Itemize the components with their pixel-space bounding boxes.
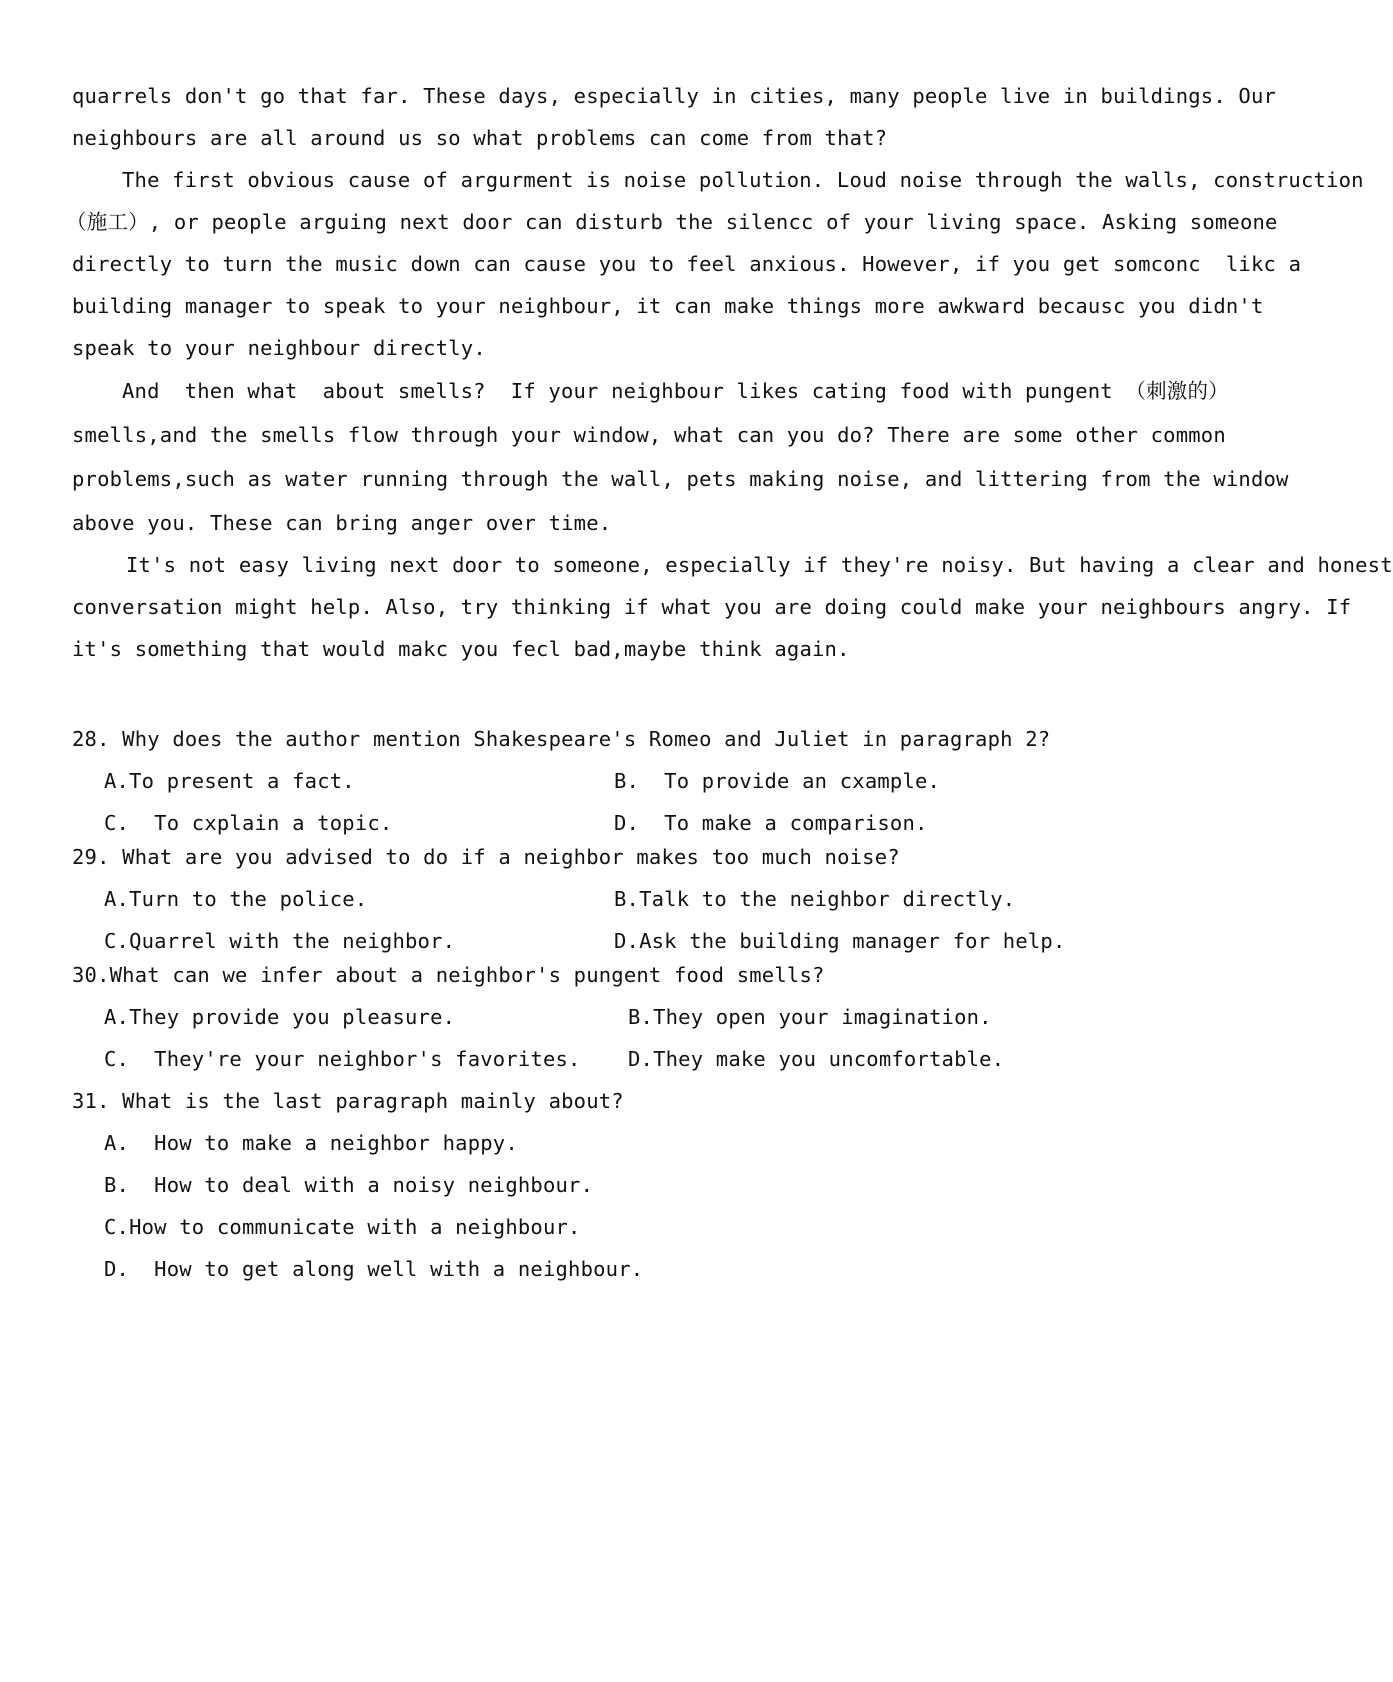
passage-line: directly to turn the music down can cause you to feel anxious. However, if you get somconc likc a	[72, 252, 1302, 276]
option-c: C. They're your neighbor's favorites.	[104, 1047, 581, 1071]
passage-line: above you. These can bring anger over time.	[72, 511, 612, 535]
passage-line: And then what about smells? If your neighbour likes cating food with pungent （刺激的）	[122, 379, 1229, 403]
passage-line: neighbours are all around us so what problems can come from that?	[72, 126, 888, 150]
option-d: D. How to get along well with a neighbour.	[104, 1257, 644, 1281]
question-stem: 29. What are you advised to do if a neighbor makes too much noise?	[72, 845, 900, 869]
question-stem: 31. What is the last paragraph mainly about?	[72, 1089, 624, 1113]
option-b: B.Talk to the neighbor directly.	[614, 887, 1016, 911]
passage-line: problems,such as water running through the wall, pets making noise, and littering from the window	[72, 467, 1289, 491]
question-stem: 30.What can we infer about a neighbor's pungent food smells?	[72, 963, 825, 987]
passage-line: speak to your neighbour directly.	[72, 336, 486, 360]
option-b: B. To provide an cxample.	[614, 769, 941, 793]
option-c: C.Quarrel with the neighbor.	[104, 929, 456, 953]
option-c: C. To cxplain a topic.	[104, 811, 393, 835]
passage-line: The first obvious cause of argurment is noise pollution. Loud noise through the walls, construction	[122, 168, 1364, 192]
passage-line: it's something that would makc you fecl bad,maybe think again.	[72, 637, 850, 661]
option-a: A.To present a fact.	[104, 769, 355, 793]
passage-line: conversation might help. Also, try thinking if what you are doing could make your neighbours angry. If	[72, 595, 1352, 619]
option-a: A.They provide you pleasure.	[104, 1005, 456, 1029]
passage-line: quarrels don't go that far. These days, especially in cities, many people live in buildings. Our	[72, 84, 1277, 108]
option-a: A. How to make a neighbor happy.	[104, 1131, 518, 1155]
option-b: B.They open your imagination.	[628, 1005, 992, 1029]
question-stem: 28. Why does the author mention Shakespeare's Romeo and Juliet in paragraph 2?	[72, 727, 1051, 751]
option-d: D.Ask the building manager for help.	[614, 929, 1066, 953]
option-c: C.How to communicate with a neighbour.	[104, 1215, 581, 1239]
option-a: A.Turn to the police.	[104, 887, 368, 911]
passage-line: It's not easy living next door to someone, especially if they're noisy. But having a clear and honest	[126, 553, 1393, 577]
passage-line: （施工）, or people arguing next door can disturb the silencc of your living space. Asking someone	[66, 210, 1278, 234]
passage-line: smells,and the smells flow through your window, what can you do? There are some other common	[72, 423, 1226, 447]
option-d: D.They make you uncomfortable.	[628, 1047, 1005, 1071]
option-b: B. How to deal with a noisy neighbour.	[104, 1173, 594, 1197]
passage-line: building manager to speak to your neighbour, it can make things more awkward becausc you didn't	[72, 294, 1264, 318]
option-d: D. To make a comparison.	[614, 811, 928, 835]
